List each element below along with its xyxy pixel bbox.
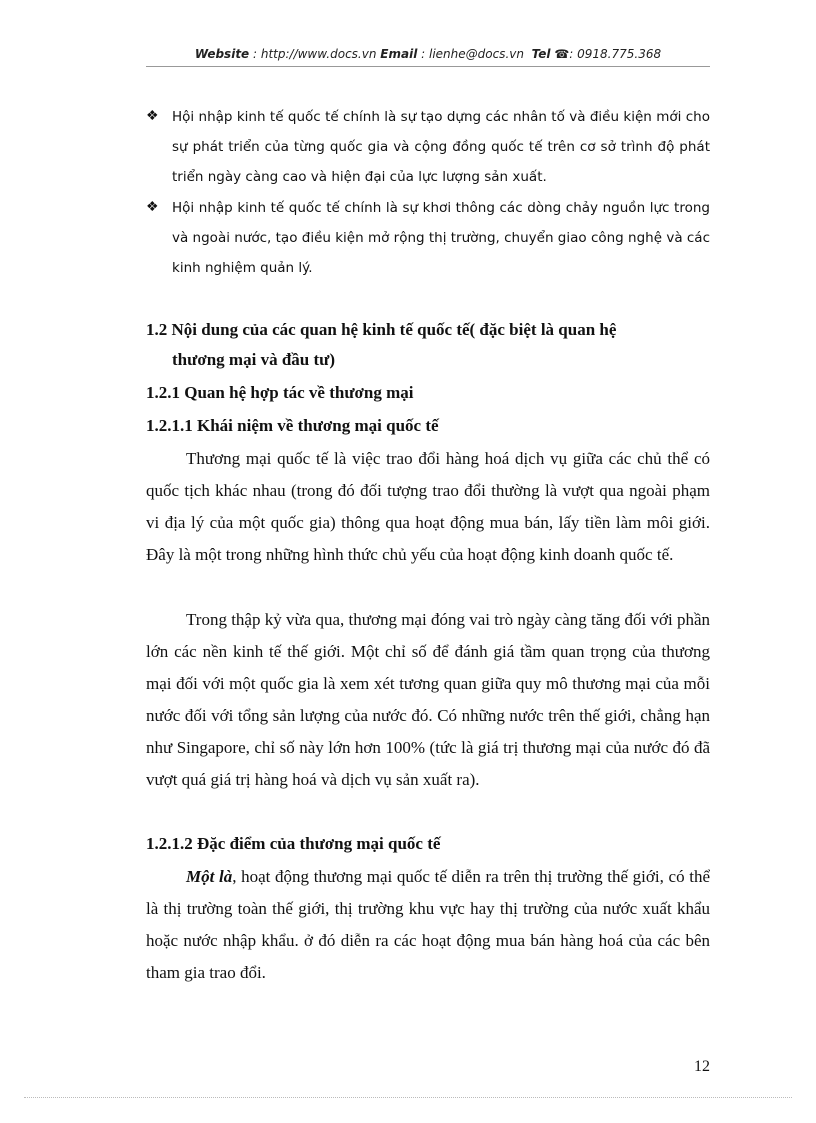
email-label: Email — [380, 47, 418, 61]
section-heading — [146, 315, 710, 375]
bullet-item — [146, 102, 710, 192]
telephone-icon: ☎ — [554, 47, 570, 61]
website-url[interactable]: http://www.docs.vn — [260, 47, 377, 61]
subheading-1-2-1-2: 1.2.1.2 Đặc điểm của thương mại quốc tế — [146, 834, 441, 853]
paragraph-lead: Một là — [186, 867, 233, 886]
diamond-bullet-icon: ❖ — [146, 200, 159, 215]
bullet-item — [146, 193, 710, 283]
email-value[interactable]: lienhe@docs.vn — [428, 47, 524, 61]
bullet-text: Hội nhập kinh tế quốc tế chính là sự tạo dựng các nhân tố và điều kiện mới cho sự phát triển của từng quốc gia và cộng đồng quốc tế trên cơ sở trình độ phát triển ngày càng cao và hiện đại của lực lượng sản xuất. — [172, 109, 710, 185]
tel-label: Tel — [531, 47, 551, 61]
section-heading-line1: 1.2 Nội dung của các quan hệ kinh tế quốc tế( đặc biệt là quan hệ — [146, 320, 617, 339]
subheading-1-2-1-1: 1.2.1.1 Khái niệm về thương mại quốc tế — [146, 416, 439, 435]
email-sep: : — [417, 47, 429, 61]
website-sep: : — [249, 47, 261, 61]
header-divider — [146, 66, 710, 67]
paragraph — [146, 861, 710, 989]
section-heading-line2: thương mại và đầu tư) — [172, 350, 336, 369]
website-label: Website — [194, 47, 250, 61]
page-number: 12 — [694, 1058, 710, 1075]
tel-value: : 0918.775.368 — [569, 47, 662, 61]
subheading-1-2-1: 1.2.1 Quan hệ hợp tác về thương mại — [146, 383, 414, 402]
paragraph-rest: , hoạt động thương mại quốc tế diễn ra trên thị trường thế giới, có thể là thị trường toàn thế giới, thị trường khu vực hay thị trường của nước xuất khẩu hoặc nước nhập khẩu. ở đó diễn ra các hoạt động mua bán hàng hoá của các bên tham gia trao đổi. — [146, 867, 710, 982]
bullet-text: Hội nhập kinh tế quốc tế chính là sự khơi thông các dòng chảy nguồn lực trong và ngoài nước, tạo điều kiện mở rộng thị trường, chuyển giao công nghệ và các kinh nghiệm quản lý. — [172, 200, 710, 276]
footer-divider — [24, 1097, 792, 1098]
paragraph: Trong thập kỷ vừa qua, thương mại đóng vai trò ngày càng tăng đối với phần lớn các nền kinh tế thế giới. Một chỉ số để đánh giá tầm quan trọng của thương mại đối với một quốc gia là xem xét tương quan giữa quy mô thương mại của mỗi nước đối với tổng sản lượng của nước đó. Có những nước trên thế giới, chẳng hạn như Singapore, chỉ số này lớn hơn 100% (tức là giá trị thương mại của nước đó đã vượt quá giá trị hàng hoá và dịch vụ sản xuất ra). — [146, 610, 710, 789]
page-header — [146, 47, 710, 61]
diamond-bullet-icon: ❖ — [146, 109, 159, 124]
paragraph: Thương mại quốc tế là việc trao đổi hàng hoá dịch vụ giữa các chủ thể có quốc tịch khác nhau (trong đó đối tượng trao đổi thường là vượt qua ngoài phạm vi địa lý của một quốc gia) thông qua hoạt động mua bán, lấy tiền làm môi giới. Đây là một trong những hình thức chủ yếu của hoạt động kinh doanh quốc tế. — [146, 449, 710, 564]
